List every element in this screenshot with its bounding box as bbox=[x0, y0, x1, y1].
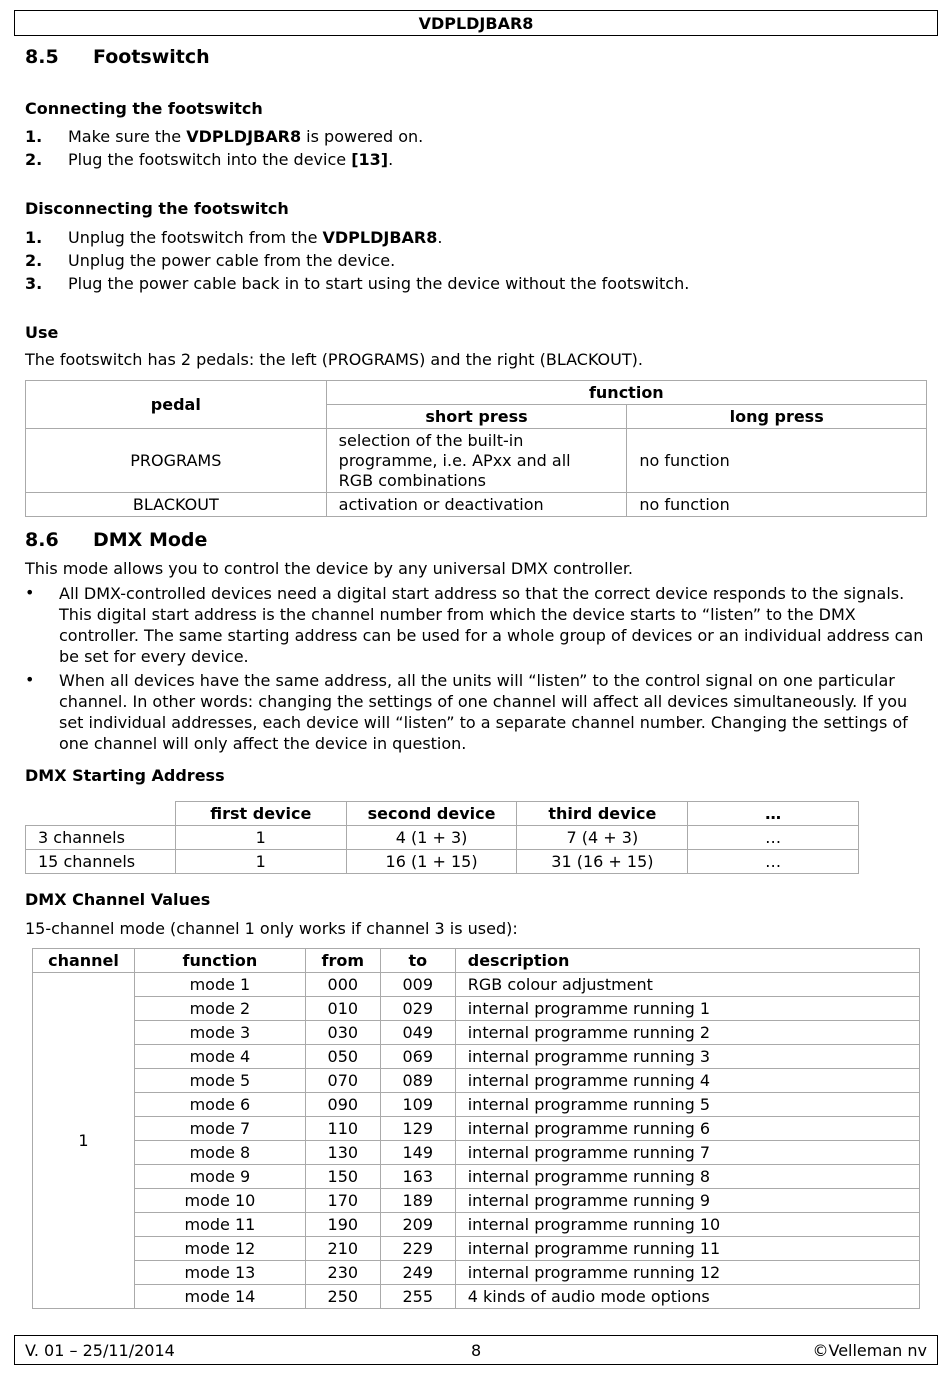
step-bold: [13] bbox=[351, 150, 389, 169]
dmx-intro: This mode allows you to control the device by any universal DMX controller. bbox=[25, 559, 634, 578]
table-row bbox=[33, 973, 920, 997]
table-cell: internal programme running 2 bbox=[455, 1021, 919, 1045]
table-cell: 029 bbox=[380, 997, 455, 1021]
section-number: 8.5 bbox=[25, 46, 59, 68]
values-heading: DMX Channel Values bbox=[25, 890, 211, 909]
table-cell: internal programme running 9 bbox=[455, 1189, 919, 1213]
disconnect-heading: Disconnecting the footswitch bbox=[25, 199, 289, 218]
connect-heading: Connecting the footswitch bbox=[25, 99, 263, 118]
table-cell: 31 (16 + 15) bbox=[517, 850, 688, 874]
use-heading: Use bbox=[25, 323, 59, 342]
table-cell: mode 7 bbox=[134, 1117, 305, 1141]
address-table bbox=[25, 801, 859, 874]
table-cell: 250 bbox=[305, 1285, 380, 1309]
step-text: Unplug the power cable from the device. bbox=[68, 251, 396, 270]
table-cell-channel: 1 bbox=[33, 973, 135, 1309]
table-cell: mode 6 bbox=[134, 1093, 305, 1117]
table-cell: 190 bbox=[305, 1213, 380, 1237]
table-cell: 089 bbox=[380, 1069, 455, 1093]
values-body bbox=[33, 973, 920, 1309]
page-header: VDPLDJBAR8 bbox=[14, 10, 938, 36]
table-row bbox=[33, 1093, 920, 1117]
table-cell: internal programme running 8 bbox=[455, 1165, 919, 1189]
table-cell: 000 bbox=[305, 973, 380, 997]
table-header: function bbox=[134, 949, 305, 973]
step-number: 2. bbox=[25, 251, 43, 270]
table-cell: internal programme running 10 bbox=[455, 1213, 919, 1237]
table-cell: 069 bbox=[380, 1045, 455, 1069]
table-cell: 163 bbox=[380, 1165, 455, 1189]
table-cell: mode 8 bbox=[134, 1141, 305, 1165]
table-row bbox=[33, 1045, 920, 1069]
table-cell: mode 4 bbox=[134, 1045, 305, 1069]
table-cell: internal programme running 11 bbox=[455, 1237, 919, 1261]
table-cell: 150 bbox=[305, 1165, 380, 1189]
table-cell: mode 12 bbox=[134, 1237, 305, 1261]
section-title: Footswitch bbox=[93, 46, 210, 68]
table-header: from bbox=[305, 949, 380, 973]
table-cell: 189 bbox=[380, 1189, 455, 1213]
table-header-function: function bbox=[326, 381, 926, 405]
table-cell: mode 1 bbox=[134, 973, 305, 997]
table-cell: 049 bbox=[380, 1021, 455, 1045]
step-bold: VDPLDJBAR8 bbox=[322, 228, 438, 247]
table-row bbox=[33, 1285, 920, 1309]
table-corner-empty bbox=[26, 802, 176, 826]
table-cell: 15 channels bbox=[26, 850, 176, 874]
table-cell: internal programme running 6 bbox=[455, 1117, 919, 1141]
table-cell: … bbox=[688, 850, 859, 874]
table-cell: … bbox=[688, 826, 859, 850]
disconnect-step bbox=[25, 274, 689, 293]
step-text: Plug the power cable back in to start using the device without the footswitch. bbox=[68, 274, 690, 293]
table-cell: internal programme running 3 bbox=[455, 1045, 919, 1069]
page-footer bbox=[14, 1335, 938, 1365]
bullet-item bbox=[25, 583, 925, 667]
table-cell: 229 bbox=[380, 1237, 455, 1261]
table-cell: mode 9 bbox=[134, 1165, 305, 1189]
bullet-text: All DMX-controlled devices need a digital start address so that the correct device responds to the signals. This digital start address is the channel number from which the device starts to “listen” to the DMX controller. The same starting address can be used for a whole group of devices or an individual address can be set for every device. bbox=[59, 584, 924, 666]
step-number: 1. bbox=[25, 228, 43, 247]
table-cell: mode 2 bbox=[134, 997, 305, 1021]
table-cell: no function bbox=[627, 493, 927, 517]
bullet-item bbox=[25, 670, 925, 754]
table-cell: 4 kinds of audio mode options bbox=[455, 1285, 919, 1309]
section-heading-8-6 bbox=[25, 529, 207, 551]
table-cell: 010 bbox=[305, 997, 380, 1021]
table-cell: internal programme running 12 bbox=[455, 1261, 919, 1285]
table-header: channel bbox=[33, 949, 135, 973]
table-cell: 109 bbox=[380, 1093, 455, 1117]
pedal-table bbox=[25, 380, 927, 517]
table-row bbox=[33, 1021, 920, 1045]
step-text: Unplug the footswitch from the bbox=[68, 228, 323, 247]
step-bold: VDPLDJBAR8 bbox=[186, 127, 302, 146]
table-cell: 7 (4 + 3) bbox=[517, 826, 688, 850]
table-cell: 170 bbox=[305, 1189, 380, 1213]
bullet-dot: • bbox=[25, 670, 35, 689]
step-number: 3. bbox=[25, 274, 43, 293]
table-row bbox=[33, 1213, 920, 1237]
table-cell: 249 bbox=[380, 1261, 455, 1285]
table-header: second device bbox=[346, 802, 517, 826]
connect-step bbox=[25, 150, 393, 169]
use-text: The footswitch has 2 pedals: the left (PROGRAMS) and the right (BLACKOUT). bbox=[25, 350, 643, 369]
table-row bbox=[26, 493, 927, 517]
table-row bbox=[33, 1117, 920, 1141]
table-row bbox=[26, 850, 859, 874]
table-cell bbox=[326, 429, 627, 493]
cell-line: RGB combinations bbox=[338, 470, 486, 490]
cell-line: programme, i.e. APxx and all bbox=[338, 450, 571, 470]
table-cell: internal programme running 1 bbox=[455, 997, 919, 1021]
table-cell: no function bbox=[627, 429, 927, 493]
table-header: third device bbox=[517, 802, 688, 826]
table-header-short-press: short press bbox=[326, 405, 627, 429]
table-cell: 110 bbox=[305, 1117, 380, 1141]
table-cell: 050 bbox=[305, 1045, 380, 1069]
table-cell: PROGRAMS bbox=[26, 429, 327, 493]
table-cell: internal programme running 7 bbox=[455, 1141, 919, 1165]
table-cell: 009 bbox=[380, 973, 455, 997]
table-cell: 070 bbox=[305, 1069, 380, 1093]
step-text: Make sure the bbox=[68, 127, 187, 146]
section-number: 8.6 bbox=[25, 529, 59, 551]
step-number: 2. bbox=[25, 150, 43, 169]
table-cell: 090 bbox=[305, 1093, 380, 1117]
table-cell: 209 bbox=[380, 1213, 455, 1237]
step-text: Plug the footswitch into the device bbox=[68, 150, 352, 169]
table-row bbox=[33, 1141, 920, 1165]
table-row bbox=[33, 1069, 920, 1093]
section-heading-8-5 bbox=[25, 46, 210, 68]
table-cell: 16 (1 + 15) bbox=[346, 850, 517, 874]
table-cell: activation or deactivation bbox=[326, 493, 627, 517]
cell-line: selection of the built-in bbox=[338, 430, 524, 450]
table-cell: mode 13 bbox=[134, 1261, 305, 1285]
table-cell: mode 14 bbox=[134, 1285, 305, 1309]
table-cell: mode 10 bbox=[134, 1189, 305, 1213]
table-cell: mode 3 bbox=[134, 1021, 305, 1045]
table-cell: internal programme running 4 bbox=[455, 1069, 919, 1093]
table-header-pedal: pedal bbox=[26, 381, 327, 429]
values-intro: 15-channel mode (channel 1 only works if channel 3 is used): bbox=[25, 919, 518, 938]
table-cell: 230 bbox=[305, 1261, 380, 1285]
table-row bbox=[33, 1165, 920, 1189]
table-row bbox=[33, 1237, 920, 1261]
addr-heading: DMX Starting Address bbox=[25, 766, 225, 785]
table-cell: BLACKOUT bbox=[26, 493, 327, 517]
table-cell: 129 bbox=[380, 1117, 455, 1141]
table-cell: 030 bbox=[305, 1021, 380, 1045]
table-header-long-press: long press bbox=[627, 405, 927, 429]
table-cell: mode 5 bbox=[134, 1069, 305, 1093]
table-header: description bbox=[455, 949, 919, 973]
table-cell: RGB colour adjustment bbox=[455, 973, 919, 997]
table-row bbox=[33, 1261, 920, 1285]
table-cell: 1 bbox=[175, 850, 346, 874]
table-cell: 130 bbox=[305, 1141, 380, 1165]
table-cell: 210 bbox=[305, 1237, 380, 1261]
step-text-end: . bbox=[437, 228, 443, 247]
table-cell: 255 bbox=[380, 1285, 455, 1309]
table-header: … bbox=[688, 802, 859, 826]
footer-copyright: ©Velleman nv bbox=[812, 1341, 927, 1360]
table-row bbox=[26, 429, 927, 493]
step-text-end: . bbox=[388, 150, 394, 169]
table-cell: 1 bbox=[175, 826, 346, 850]
footer-page-number: 8 bbox=[471, 1341, 482, 1360]
table-cell: internal programme running 5 bbox=[455, 1093, 919, 1117]
table-row bbox=[33, 997, 920, 1021]
section-title: DMX Mode bbox=[93, 529, 208, 551]
disconnect-step bbox=[25, 251, 395, 270]
table-cell: 3 channels bbox=[26, 826, 176, 850]
channel-values-table bbox=[32, 948, 920, 1309]
table-header: first device bbox=[175, 802, 346, 826]
table-cell: 4 (1 + 3) bbox=[346, 826, 517, 850]
footer-version: V. 01 – 25/11/2014 bbox=[25, 1341, 175, 1360]
table-row bbox=[26, 826, 859, 850]
table-header: to bbox=[380, 949, 455, 973]
table-cell: mode 11 bbox=[134, 1213, 305, 1237]
bullet-dot: • bbox=[25, 583, 35, 602]
connect-step bbox=[25, 127, 423, 146]
table-cell: 149 bbox=[380, 1141, 455, 1165]
step-number: 1. bbox=[25, 127, 43, 146]
table-row bbox=[33, 1189, 920, 1213]
step-text-end: is powered on. bbox=[301, 127, 424, 146]
disconnect-step bbox=[25, 228, 442, 247]
bullet-text: When all devices have the same address, all the units will “listen” to the control signal on one particular channel. In other words: changing the settings of one channel will affect all devices simultaneously. If you set individual addresses, each device will “listen” to a separate channel number. Changing the settings of one channel will only affect the device in question. bbox=[59, 671, 908, 753]
